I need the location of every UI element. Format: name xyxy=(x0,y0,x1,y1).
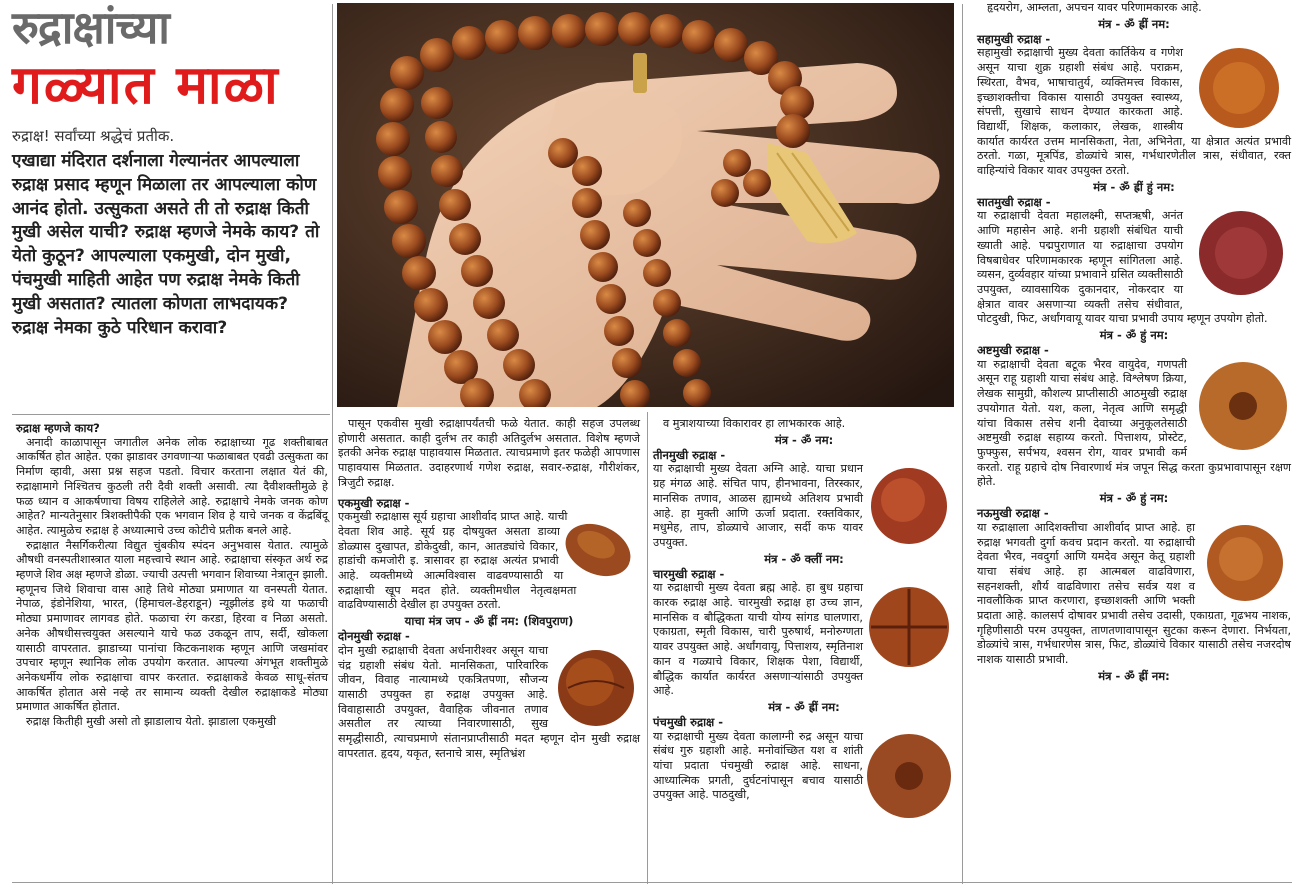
intro-lead: रुद्राक्ष! सर्वांच्या श्रद्धेचं प्रतीक. xyxy=(12,127,175,145)
mala-photo-illustration xyxy=(337,3,954,407)
teenmukhi-bead-image xyxy=(863,462,955,548)
heading-naumukhi: नऊमुखी रुद्राक्ष - xyxy=(977,506,1049,521)
charmukhi-bead-image xyxy=(863,581,955,671)
donmukhi-bead-image xyxy=(548,644,640,730)
col4-paragraph-naumukhi: या रुद्राक्षाला आदिशक्तीचा आशीर्वाद प्राप्त आहे. हा रुद्राक्ष भगवती दुर्गा कवच प्रदान करतो. या रुद्राक्षाची देवता भैरव, नवदुर्गा आणि यमदेव असून केतू ग्रहाशी याचा संबंध आहे. हा आत्मबल वाढविणारा, सहनशक्ती, शौर्य वाढविणारा तसेच सर्वत्र यश व नावलौकिक प्राप्त करणारा, इच्छाशक्ती आणि भक्ती प्रदाता आहे. कालसर्प दोषावर प्रभावी तसेच उदासी, एकाग्रता, गूढभय नाशक, गृहिणीसाठी परम उपयुक्त, ताणतणावापासून सुटका करून देणारा. निर्भयता, डोळ्यांचे त्रास, गर्भधारणेस त्रास, फिट, डोळ्यांचे विकार यासाठी तसेच नजरदोष नाशक यासाठी प्रभावी. xyxy=(977,520,1291,667)
col3-paragraph-panchmukhi: या रुद्राक्षाची मुख्य देवता कालाग्नी रुद्र असून याचा संबंध गुरु ग्रहाशी आहे. मनोवांच्छित यश व शांती यांचा प्रदाता पंचमुखी रुद्राक्ष आहे. साधना, आध्यात्मिक प्रगती, दुर्घटनांपासून बचाव यासाठी उपयुक्त आहे. पाठदुखी, xyxy=(653,729,863,802)
column-3-article xyxy=(653,417,955,822)
saatmukhi-bead-image xyxy=(1183,209,1291,299)
col4-paragraph-saatmukhi: या रुद्राक्षाची देवता महालक्ष्मी, सप्तऋषी, अनंत आणि महासेन आहे. शनी ग्रहाशी संबंधित याची ख्याती आहे. पद्मपुराणात या रुद्राक्षाचा उपयोग विषबाधेवर परिणामकारक म्हणून सांगितला आहे. व्यसन, दुर्व्यवहार यांच्या प्रभावाने ग्रसित व्यक्तीसाठी उपयुक्त, व्यावसायिक दुकानदार, नोकरदार या क्षेत्रात वावर असणाऱ्या व्यक्ती तसेच संधीवात, पोटदुखी, फिट, अर्धांगवायू यावर याचा प्रभावी उपाय म्हणून उपयोग होतो. xyxy=(977,209,1268,326)
heading-charmukhi: चारमुखी रुद्राक्ष - xyxy=(653,566,725,581)
col2-paragraph-0: पासून एकवीस मुखी रुद्राक्षापर्यंतची फळे येतात. काही सहज उपलब्ध होणारी असतात. काही दुर्लभ तर काही अतिदुर्लभ असतात. विशेष म्हणजे इतकी अनेक रुद्राक्ष पाहावयास मिळतात. त्याचप्रमाणे इतर फळेही आपणास पाहावयास मिळतात. उदाहरणार्थ गणेश रुद्राक्ष, सवार-रुद्राक्ष, गौरीशंकर, त्रिजुटी रुद्राक्ष. xyxy=(338,417,640,489)
col2-paragraph-donmukhi: दोन मुखी रुद्राक्षाची देवता अर्धनारीश्वर असून याचा चंद्र ग्रहाशी संबंध येतो. मानसिकता, पारिवारिक जीवन, विवाह नात्यामध्ये एकत्रितपणा, सौजन्य यासाठी उपयुक्त हा रुद्राक्ष उपयुक्त आहे. विवाहासाठी उपयुक्त, वैवाहिक जीवनात तणाव असतील तर त्याच्या निवारणासाठी, सुख समृद्धीसाठी, त्याचप्रमाणे संतानप्राप्तीसाठी मदत म्हणून दोन मुखी रुद्राक्ष वापरतात. हृदय, यकृत, स्तनाचे त्रास, स्मृतिभ्रंश xyxy=(338,643,640,760)
mantra-saatmukhi: मंत्र - ॐ हुं नम: xyxy=(1099,328,1169,343)
mantra-donmukhi: मंत्र - ॐ नम: xyxy=(774,432,834,447)
sahamukhi-bead-image xyxy=(1183,46,1291,134)
col1-paragraph-1: अनादी काळापासून जगातील अनेक लोक रुद्राक्षाच्या गूढ शक्तीबाबत आकर्षित होत आहेत. एका झाडावर उगवणाऱ्या फळाबाबत एवढी उत्सुकता का निर्माण व्हावी, असा प्रश्न सहज पडतो. विचार करताना लक्षात येतं की, रुद्राक्षामागे निश्चितच कुठली तरी दैवी शक्ती असावी. त्या दैवीशक्तीमुळे हे फळ ध्यान व आकर्षणाचा विषय राहिलेले आहे. रुद्राक्षाचे नेमके जनक कोण आहेत? मान्यतेनुसार त्रिशक्तीपैकी एक भगवान शिव हे याचे जनक व केंद्रबिंदू आहेत. त्यामुळेच रुद्राक्ष हे अध्यात्माचे उच्च कोटीचे प्रतीक बनले आहे. xyxy=(16,435,328,537)
mantra-teenmukhi: मंत्र - ॐ क्लीं नम: xyxy=(764,551,844,566)
headline-line2: गळ्यात माळा xyxy=(12,55,280,116)
intro-body: एखाद्या मंदिरात दर्शनाला गेल्यानंतर आपल्याला रुद्राक्ष प्रसाद म्हणून मिळाला तर आपल्याला कोण आनंद होतो. उत्सुकता असते ती तो रुद्राक्ष किती मुखी असेल याची? रुद्राक्ष म्हणजे नेमके काय? तो येतो कुठून? आपल्याला एकमुखी, दोन मुखी, पंचमुखी माहिती आहेत पण रुद्राक्ष नेमके किती मुखी असतात? त्यातला कोणता लाभदायक? रुद्राक्ष नेमका कुठे परिधान करावा? xyxy=(12,151,320,338)
col3-paragraph-charmukhi: या रुद्राक्षाची मुख्य देवता ब्रह्म आहे. हा बुध ग्रहाचा कारक रुद्राक्ष आहे. चारमुखी रुद्राक्ष हा उच्च ज्ञान, मानसिक व बौद्धिकता याची योग्य सांगड घालणारा, एकाग्रता, स्मृती विकास, चारी पुरुषार्थ, मनोरुग्णता यावर उपयुक्त आहे. अर्धांगवायू, पित्ताशय, स्मृतिनाश कान व गळ्याचे विकार, शिक्षक पेशा, विद्यार्थी, बौद्धिक कार्यात कार्यरत असणाऱ्यांसाठी उपयुक्त आहे. xyxy=(653,581,863,698)
col3-paragraph-0: व मुत्राशयाच्या विकारावर हा लाभकारक आहे. xyxy=(663,417,846,430)
section-heading-what-is-rudraksha: रुद्राक्ष म्हणजे काय? xyxy=(16,421,100,435)
mantra-ekmukhi: याचा मंत्र जप - ॐ ह्रीं नम: (शिवपुराण) xyxy=(404,614,574,629)
heading-donmukhi: दोनमुखी रुद्राक्ष - xyxy=(338,629,410,644)
heading-ashtamukhi: अष्टमुखी रुद्राक्ष - xyxy=(977,343,1049,358)
mantra-naumukhi: मंत्र - ॐ ह्रीं नम: xyxy=(1098,668,1170,683)
heading-saatmukhi: सातमुखी रुद्राक्ष - xyxy=(977,194,1051,209)
col1-paragraph-3: रुद्राक्ष कितीही मुखी असो तो झाडालाच येतो. झाडाला एकमुखी xyxy=(26,715,277,729)
heading-panchmukhi: पंचमुखी रुद्राक्ष - xyxy=(653,714,724,729)
col2-paragraph-ekmukhi: एकमुखी रुद्राक्षास सूर्य ग्रहाचा आशीर्वाद प्राप्त आहे. याची देवता शिव आहे. सूर्य ग्रह दोषयुक्त असता डाव्या डोळ्यास दुखापत, डोकेदुखी, कान, आतड्यांचे विकार, हाडांची कमजोरी इ. त्रासावर हा रुद्राक्ष अत्यंत प्रभावी आहे. व्यक्तीमध्ये आत्मविश्वास वाढवण्यासाठी या रुद्राक्षाची खूप मदत होते. व्यक्तीमधील नेतृत्वक्षमता वाढविण्यासाठी देखील हा उपयुक्त ठरतो. xyxy=(338,510,577,612)
col3-paragraph-teenmukhi: या रुद्राक्षाची मुख्य देवता अग्नि आहे. याचा प्रधान ग्रह मंगळ आहे. संचित पाप, हीनभावना, तिरस्कार, मानसिक तणाव, आळस ह्यामध्ये अतिशय प्रभावी आहे. हा मुक्ती आणि ऊर्जा प्रदाता. रक्तविकार, मधुमेह, ताप, डोळ्याचे आजार, सर्दी कफ यावर उपयुक्त. xyxy=(653,462,863,549)
col1-paragraph-2: रुद्राक्षात नैसर्गिकरीत्या विद्युत चुंबकीय स्पंदन अनुभवास येतात. त्यामुळे औषधी वनस्पतीशास्त्रात याला महत्त्वाचे स्थान आहे. रुद्राक्षाचा संस्कृत अर्थ रुद्र म्हणजे शिव अक्ष म्हणजे डोळा. ज्याची उत्पत्ती भगवान शिवाच्या नेत्रातून झाली. म्हणूनच जिथे शिवाचा वास आहे तिथे मोठ्या प्रमाणात या वनस्पती येतात. नेपाळ, इंडोनेशिया, भारत, (हिमाचल-डेहराडून) न्यूझीलंड इथे या फळाची मोठ्या प्रमाणावर लागवड होते. फळाचा रंग करडा, हिरवा व निळा असतो. अनेक औषधीसत्त्वयुक्त असल्याने याचे फळ उकळून ताप, सर्दी, खोकला यासाठी वापरतात. झाडाच्या पानांचा किटकनाशक म्हणून आणि जखमांवर उपचार म्हणून स्थानिक लोक उपयोग करतात. आपल्या अंगभूत शक्तीमुळे अनेकधर्मीय लोक रुद्राक्षाचा वापर करतात. रुद्राक्षाकडे केवळ साधू-संतच आकर्षित होतात असे नव्हे तर सामान्य व्यक्ती देखील रुद्राक्षाकडे मोठ्या प्रमाणात आकर्षित होतात. xyxy=(16,538,328,714)
col4-paragraph-ashtamukhi: या रुद्राक्षाची देवता बटूक भैरव वायुदेव, गणपती असून राहू ग्रहाशी याचा संबंध आहे. विश्लेषण क्रिया, लेखक सामुग्री, कौशल्य प्राप्तीसाठी आठमुखी रुद्राक्ष उपयोगात येतो. यश, कला, नेतृत्व आणि समृद्धी यांचा विकास तसेच शनी देवाच्या अनुकूलतेसाठी अष्टमुखी रुद्राक्ष सहाय्य करतो. पित्ताशय, प्रोस्टेट, फुफ्फुस, सर्पभय, श्वसन रोग, यावर प्रभावी कर्म करतो. राहू ग्रहाचे दोष निवारणार्थ मंत्र जपून सिद्ध करता कुप्रभावापासून रक्षण होते. xyxy=(977,357,1291,489)
mantra-sahamukhi: मंत्र - ॐ ह्रीं हुं नम: xyxy=(1093,179,1175,194)
panchmukhi-bead-image xyxy=(863,730,955,822)
ashtamukhi-bead-image xyxy=(1187,358,1291,454)
naumukhi-bead-image xyxy=(1195,521,1291,605)
ekmukhi-bead-image xyxy=(558,510,640,590)
column-1-article xyxy=(16,421,328,730)
mala-in-hand-photo xyxy=(337,3,954,407)
mantra-panchmukhi: मंत्र - ॐ ह्रीं नम: xyxy=(1098,16,1170,31)
col4-paragraph-0: हृदयरोग, आम्लता, अपचन यावर परिणामकारक आहे. xyxy=(987,1,1202,14)
heading-ekmukhi: एकमुखी रुद्राक्ष - xyxy=(338,495,410,510)
headline-line1: रुद्राक्षांच्या xyxy=(12,1,169,54)
mantra-charmukhi: मंत्र - ॐ ह्रीं नम: xyxy=(768,699,840,714)
col4-paragraph-sahamukhi: सहामुखी रुद्राक्षाची मुख्य देवता कार्तिकेय व गणेश असून याचा शुक्र ग्रहाशी संबंध आहे. पराक्रम, स्थिरता, वैभव, भाषाचातुर्य, व्यक्तिमत्त्व विकास, इच्छाशक्तीचा विकास यासाठी उपयुक्त स्वास्थ्य, संपत्ती, सुखाचे साधन देण्यात कारकता आहे. विद्यार्थी, शिक्षक, कलाकार, लेखक, शास्त्रीय कार्यात कार्यरत उत्तम मानसिकता, नेता, अभिनेता, या क्षेत्रात अत्यंत प्रभावी ठरतो. गळा, मूत्रपिंड, डोळ्यांचे त्रास, गर्भधारणेतील त्रास, संधीवात, रक्त वाहिन्यांचे विकार यावर उपयुक्त ठरतो. xyxy=(977,46,1291,178)
column-4-article xyxy=(977,1,1291,684)
column-2-article xyxy=(338,417,640,761)
heading-sahamukhi: सहामुखी रुद्राक्ष - xyxy=(977,31,1051,46)
heading-teenmukhi: तीनमुखी रुद्राक्ष - xyxy=(653,447,726,462)
mantra-ashtamukhi: मंत्र - ॐ हुं नम: xyxy=(1099,491,1169,506)
